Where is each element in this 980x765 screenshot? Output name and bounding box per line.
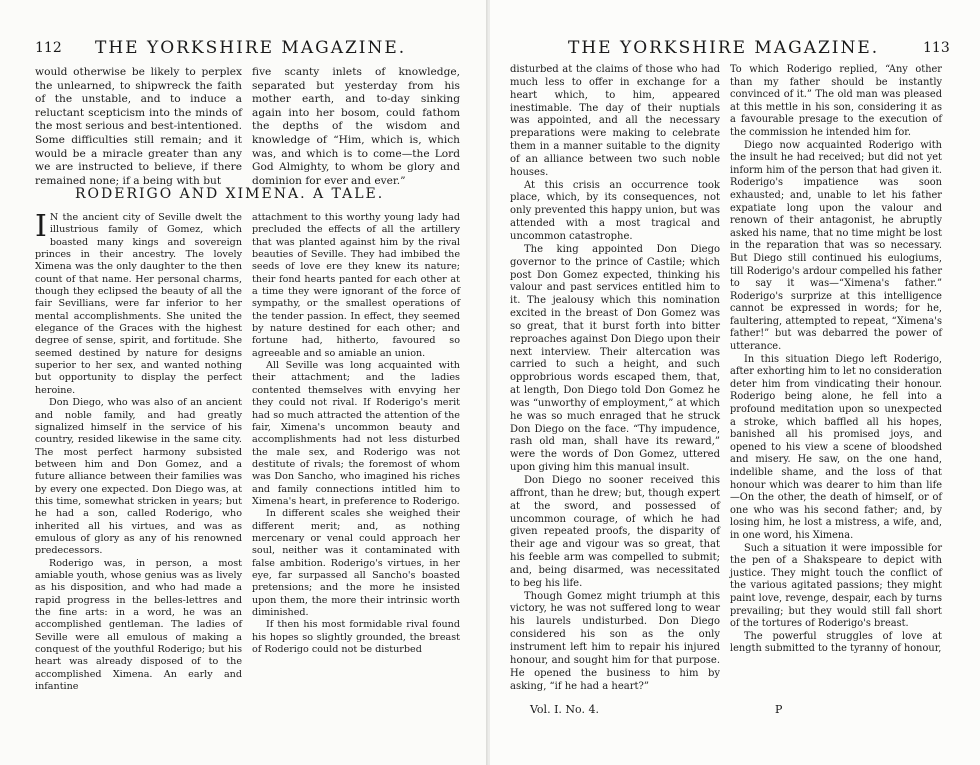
article-paragraph: Roderigo was, in person, a most amiable youth, whose genius was as lively as his disposition, and who had made a rapid progress in the belles-lettres and the fine arts: in a word, he was an accomplished gentleman. The ladies of Seville were all emulous of making a conquest of the youthful Roderigo; but his heart was already disposed of to the accomplished Ximena. An early and infantine xyxy=(35,557,242,693)
intro-column-1 xyxy=(35,66,242,188)
right-page xyxy=(490,0,980,765)
article-paragraph: Such a situation it were impossible for the pen of a Shakspeare to depict with justice. They might touch the conflict of the various agitated passions; they might paint love, revenge, despair, each by turns prevailing; but they would still fall short of the tortures of Roderigo's breast. xyxy=(730,542,942,630)
article-paragraph: The powerful struggles of love at length submitted to the tyranny of honour, xyxy=(730,630,942,655)
intro-column-2 xyxy=(252,66,460,188)
running-header: THE YORKSHIRE MAGAZINE. xyxy=(95,38,407,58)
page-number: 113 xyxy=(923,40,950,56)
intro-paragraph: five scanty inlets of knowledge, separated but yesterday from his mother earth, and to-day sinking again into her bosom, could fathom the depths of the wisdom and knowledge of “Him, which is, which was, and which is to come—the Lord God Almighty, to whom be glory and dominion for ever and ever.” xyxy=(252,66,460,187)
article-paragraph: The king appointed Don Diego governor to the prince of Castile; which post Don Gomez expected, thinking his valour and past services entitled him to it. The jealousy which this nomination excited in the breast of Don Gomez was so great, that it burst forth into bitter reproaches against Don Diego upon their next interview. Their altercation was carried to such a height, and such opprobrious words escaped them, that, at length, Don Diego told Don Gomez he was “unworthy of employment,” at which he was so much enraged that he struck Don Diego on the face. “Thy impudence, rash old man, shall have its reward,” were the words of Don Gomez, uttered upon giving him this manual insult. xyxy=(510,243,720,474)
article-title: RODERIGO AND XIMENA. A TALE. xyxy=(75,186,385,202)
volume-signature: Vol. I. No. 4. xyxy=(530,703,599,716)
article-paragraph: Don Diego no sooner received this affront, than he drew; but, though expert at the sword, and possessed of uncommon courage, of which he had given repeated proofs, the disparity of their age and vigour was so great, that his feeble arm was compelled to submit; and, being disarmed, was necessitated to beg his life. xyxy=(510,475,720,589)
article-column-2 xyxy=(730,64,942,656)
article-paragraph: Don Diego, who was also of an ancient and noble family, and had greatly signalized himself in the service of his country, resided likewise in the same city. The most perfect harmony subsisted between him and Don Gomez, and a future alliance between their families was by every one expected. Don Diego was, at this time, somewhat stricken in years; but he had a son, called Roderigo, who inherited all his virtues, and was as emulous of glory as any of his renowned predecessors. xyxy=(35,397,242,557)
article-column-1 xyxy=(35,209,242,693)
article-paragraph: I N the ancient city of Seville dwelt the illustrious family of Gomez, which boasted many kings and sovereign princes in their ancestry. The lovely Ximena was the only daughter to the then count of that name. Her personal charms, though they eclipsed the beauty of all the fair Sevillians, were far inferior to her mental accomplishments. She united the elegance of the Graces with the highest degree of sense, spirit, and fortitude. She seemed destined by nature for designs superior to her sex, and wanted nothing but opportunity to display the perfect heroine. xyxy=(35,209,242,396)
drop-cap: I xyxy=(35,209,47,244)
running-header: THE YORKSHIRE MAGAZINE. xyxy=(568,38,880,58)
article-paragraph: If then his most formidable rival found his hopes so slightly grounded, the breast of Roderigo could not be disturbed xyxy=(252,619,460,656)
article-paragraph: In this situation Diego left Roderigo, after exhorting him to let no consideration deter him from vindicating their honour. Roderigo being alone, he fell into a profound meditation upon so unexpected a stroke, which baffled all his hopes, banished all his promised joys, and opened to his view a scene of bloodshed and misery. He saw, on the one hand, indelible shame, and the loss of that honour which was dearer to him than life—On the other, the death of himself, or of one who was his second father; and, by losing him, he lost a mistress, a wife, and, in one word, his Ximena. xyxy=(730,353,942,541)
article-paragraph: To which Roderigo replied, “Any other than my father should be instantly convinced of it.” The old man was pleased at this mettle in his son, considering it as a favourable presage to the execution of the commission he intended him for. xyxy=(730,64,942,138)
signature-mark: P xyxy=(775,703,783,716)
intro-paragraph: would otherwise be likely to perplex the unlearned, to shipwreck the faith of the unstable, and to induce a reluctant scepticism into the minds of the most serious and best-intentioned. Some difficulties still remain; and it would be a miracle greater than any we are instructed to believe, if there remained none; if a being with but xyxy=(35,66,242,187)
article-paragraph: Diego now acquainted Roderigo with the insult he had received; but did not yet inform him of the person that had given it. Roderigo's impatience was soon exhausted; and, unable to let his father expatiate long upon the valour and renown of their antagonist, he abruptly asked his name, that no time might be lost in the reparation that was so necessary. But Diego still continued his eulogiums, till Roderigo's ardour compelled his father to say it was—“Ximena's father.” Roderigo's surprize at this intelligence cannot be expressed in words; for he, faultering, attempted to repeat, “Ximena's father!” but was debarred the power of utterance. xyxy=(730,139,943,353)
article-paragraph: attachment to this worthy young lady had precluded the effects of all the artillery that was planted against him by the rival beauties of Seville. They had imbibed the seeds of love ere they knew its nature; their fond hearts panted for each other at a time they were ignorant of the force of sympathy, or the smallest operations of the tender passion. In effect, they seemed by nature destined for each other; and fortune had, hitherto, favoured so agreeable and so amiable an union. xyxy=(252,212,460,359)
article-paragraph: In different scales she weighed their different merit; and, as nothing mercenary or venal could approach her soul, neither was it contaminated with false ambition. Roderigo's virtues, in her eye, far surpassed all Sancho's boasted pretensions; and the more he insisted upon them, the more their intrinsic worth diminished. xyxy=(252,508,460,618)
article-column-1 xyxy=(510,64,720,693)
article-paragraph: Though Gomez might triumph at this victory, he was not suffered long to wear his laurels undisturbed. Don Diego considered his son as the only instrument left him to repair his injured honour, and sought him for that purpose. He opened the business to him by asking, “if he had a heart?” xyxy=(510,590,720,692)
left-page xyxy=(0,0,488,765)
article-paragraph: At this crisis an occurrence took place, which, by its consequences, not only prevented this happy union, but was attended with a most tragical and uncommon catastrophe. xyxy=(510,179,720,242)
article-paragraph: disturbed at the claims of those who had much less to offer in exchange for a heart which, to him, appeared inestimable. The day of their nuptials was appointed, and all the necessary preparations were making to celebrate them in a manner suitable to the dignity of an alliance between two such noble houses. xyxy=(510,64,720,178)
article-paragraph: All Seville was long acquainted with their attachment; and the ladies contented themselves with envying her they could not rival. If Roderigo's merit had so much attracted the attention of the fair, Ximena's uncommon beauty and accomplishments had not less disturbed the male sex, and Roderigo was not destitute of rivals; the foremost of whom was Don Sancho, who imagined his riches and family connections intitled him to Ximena's heart, in preference to Roderigo. xyxy=(252,360,460,507)
page-number: 112 xyxy=(35,40,62,56)
article-column-2 xyxy=(252,212,460,656)
